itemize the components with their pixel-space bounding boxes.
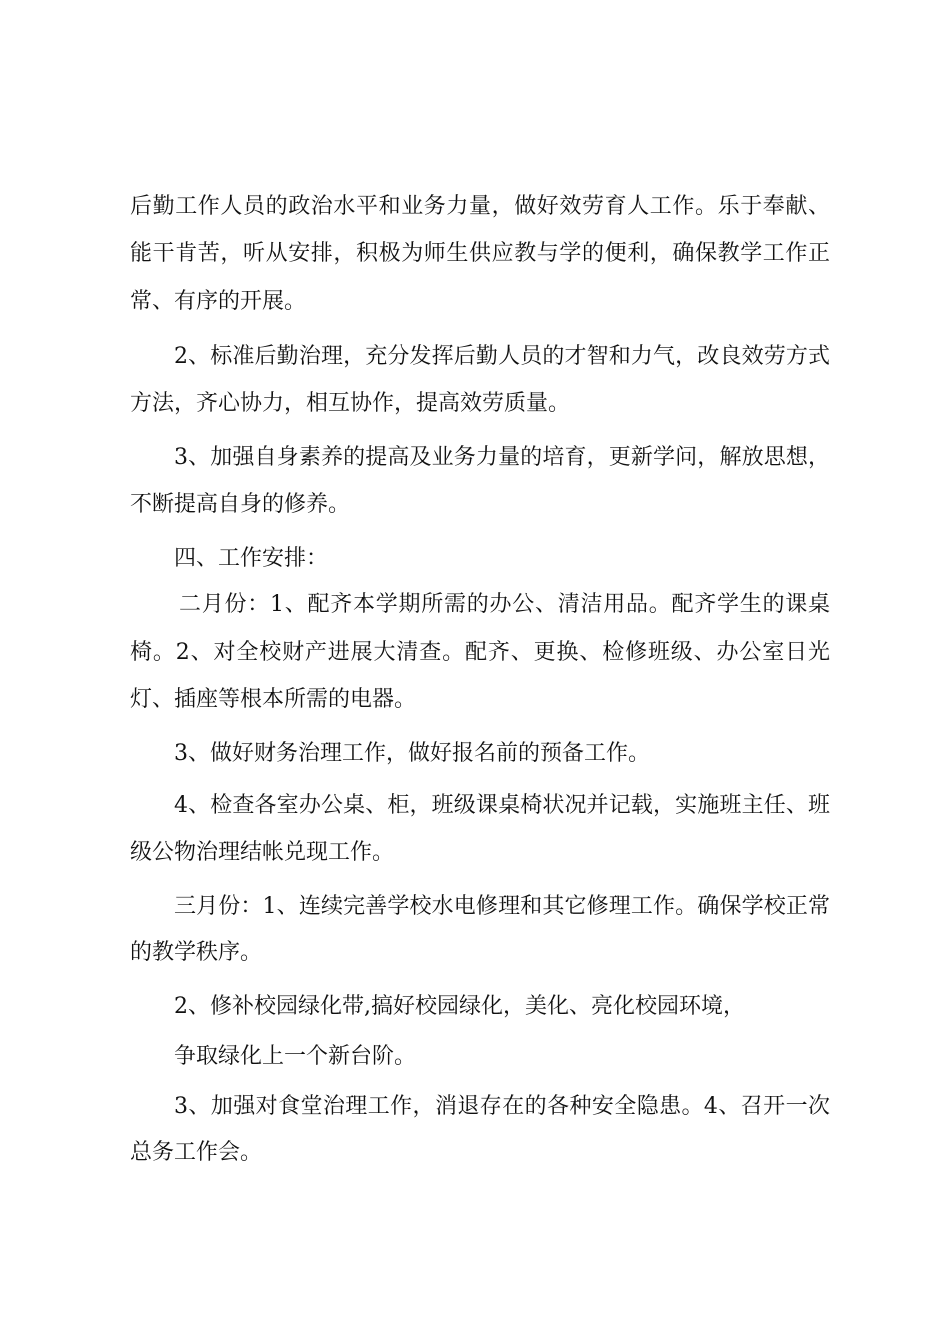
text-line-13: 4、检查各室办公桌、柜，班级课桌椅状况并记载，实施班主任、班 — [174, 793, 830, 818]
text-line-5: 方法，齐心协力，相互协作，提高效劳质量。 — [130, 391, 571, 416]
text-line-20: 总务工作会。 — [130, 1140, 263, 1165]
text-line-12: 3、做好财务治理工作，做好报名前的预备工作。 — [174, 741, 650, 766]
text-line-14: 级公物治理结帐兑现工作。 — [130, 840, 395, 865]
text-line-7: 不断提高自身的修养。 — [130, 492, 351, 517]
text-line-4: 2、标准后勤治理，充分发挥后勤人员的才智和力气，改良效劳方式 — [174, 344, 830, 369]
text-line-6: 3、加强自身素养的提高及业务力量的培育，更新学问，解放思想， — [174, 445, 830, 470]
text-line-3: 常、有序的开展。 — [130, 289, 307, 314]
text-line-16: 的教学秩序。 — [130, 940, 263, 965]
text-line-9: 二月份：1、配齐本学期所需的办公、清洁用品。配齐学生的课桌 — [179, 592, 830, 617]
text-line-10: 椅。2、对全校财产进展大清查。配齐、更换、检修班级、办公室日光 — [130, 640, 830, 665]
text-line-18: 争取绿化上一个新台阶。 — [174, 1044, 417, 1069]
section-heading: 四、工作安排： — [174, 546, 329, 571]
text-line-1: 后勤工作人员的政治水平和业务力量，做好效劳育人工作。乐于奉献、 — [130, 194, 830, 219]
text-line-19: 3、加强对食堂治理工作，消退存在的各种安全隐患。4、召开一次 — [174, 1094, 830, 1119]
text-line-2: 能干肯苦，听从安排，积极为师生供应教与学的便利，确保教学工作正 — [130, 241, 830, 266]
text-line-11: 灯、插座等根本所需的电器。 — [130, 687, 417, 712]
text-line-17: 2、修补校园绿化带,搞好校园绿化，美化、亮化校园环境， — [174, 994, 745, 1019]
text-line-15: 三月份：1、连续完善学校水电修理和其它修理工作。确保学校正常 — [174, 894, 830, 919]
